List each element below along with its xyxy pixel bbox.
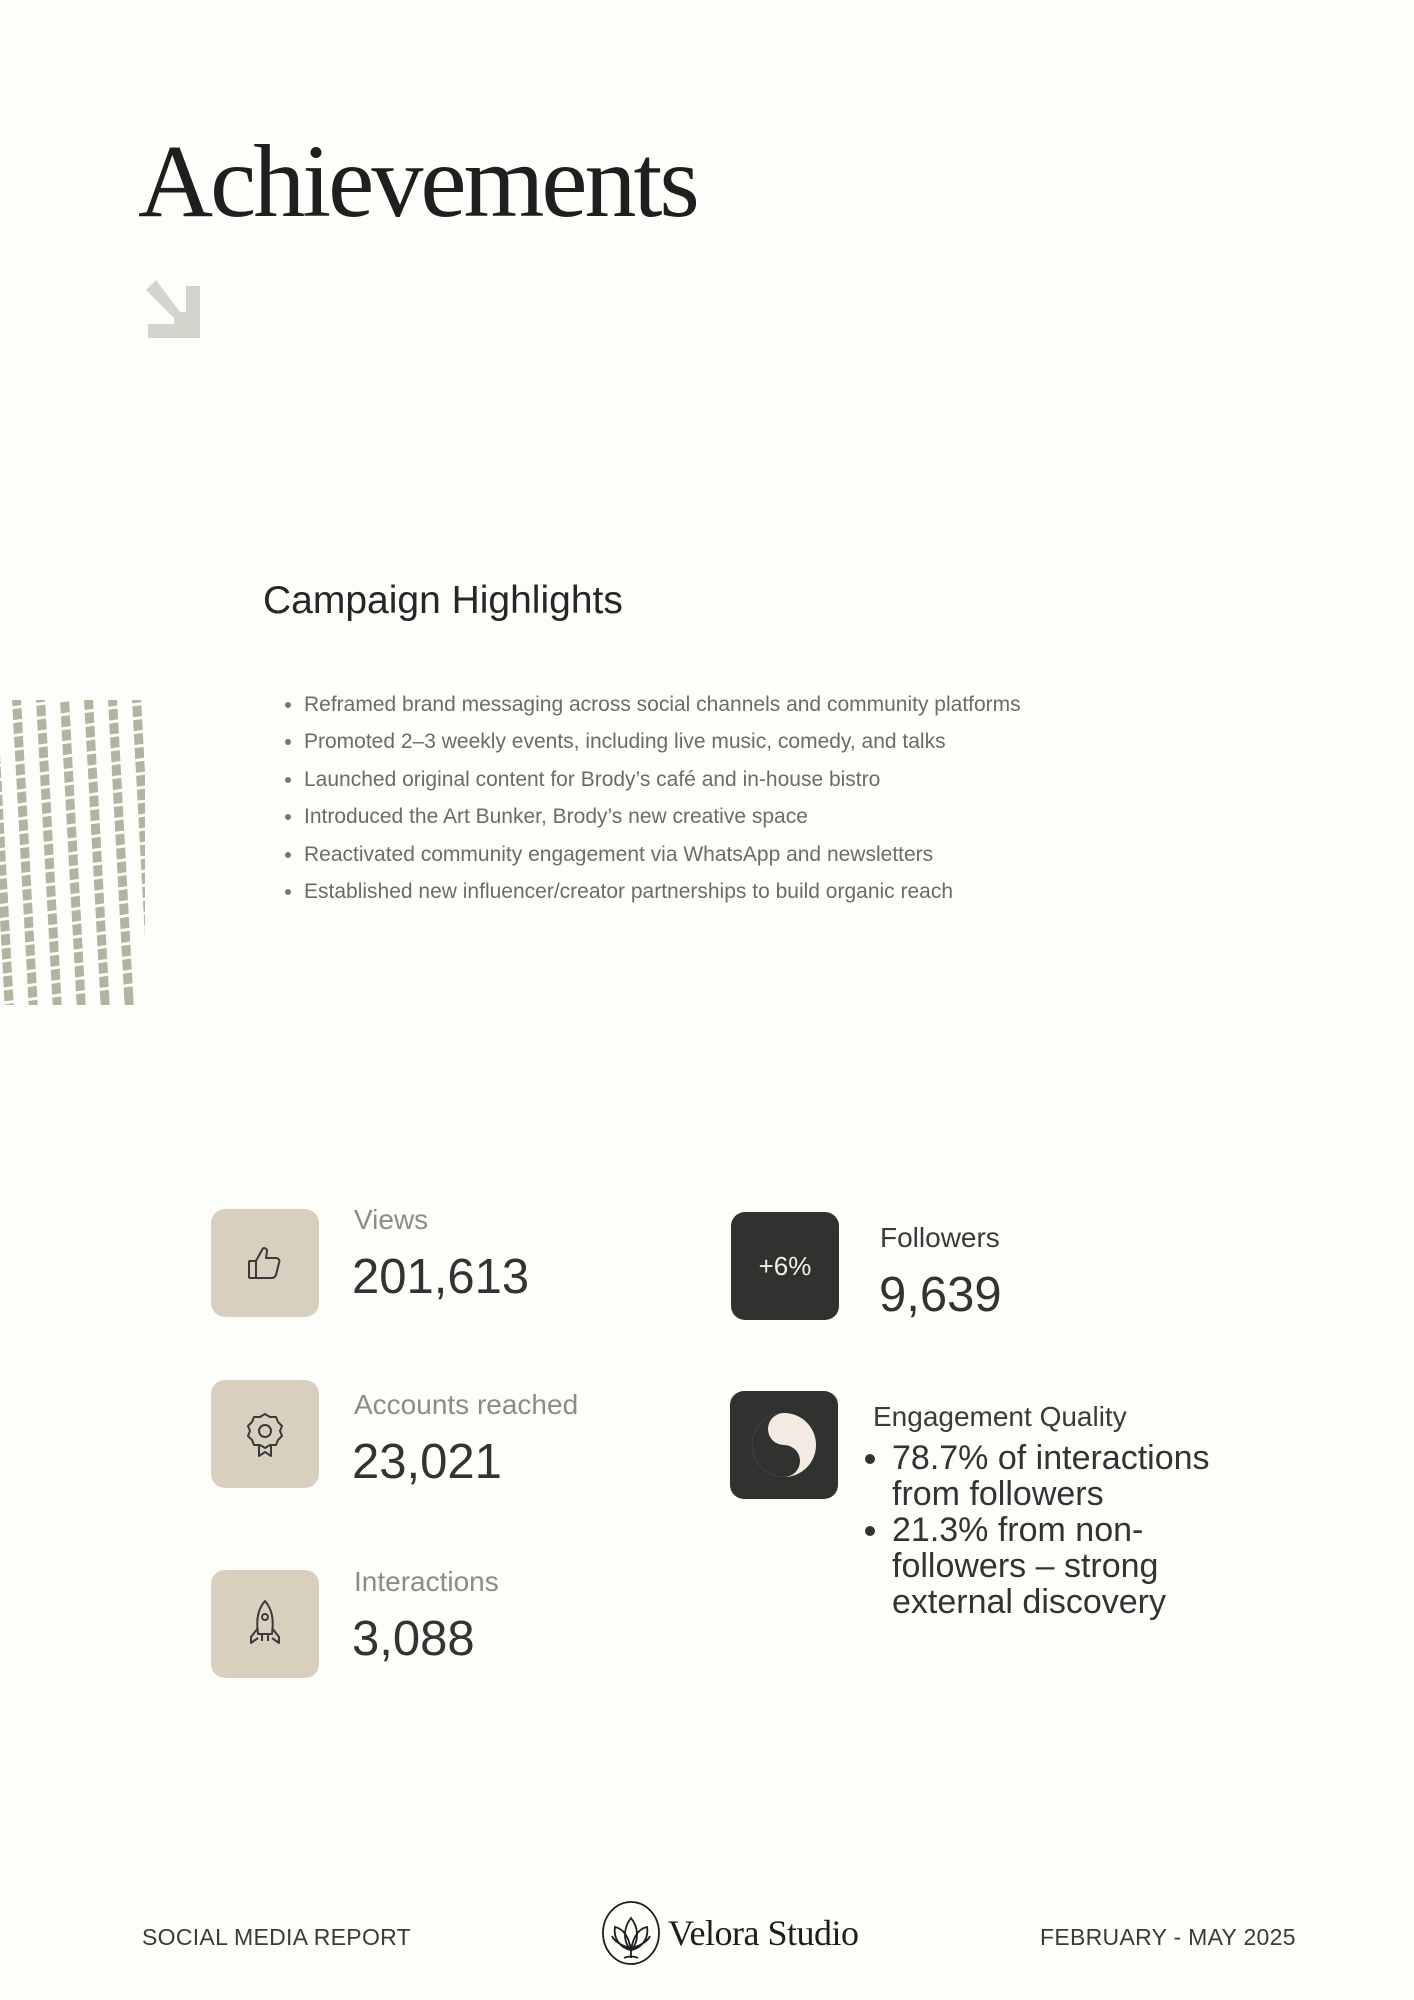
views-label: Views [354,1204,429,1235]
followers-growth-badge: +6% [758,1250,812,1281]
brand-name: Velora Studio [668,1913,859,1953]
list-item: • 78.7% of interactions from followers [892,1440,1252,1512]
followers-badge-tile [731,1212,839,1320]
stripe-line [88,700,106,1020]
followers-value: 9,639 [879,1268,1002,1322]
accounts-reached-label: Accounts reached [354,1389,579,1420]
thumbs-up-icon [243,1241,287,1285]
views-icon-tile [211,1209,319,1317]
stripe-line [64,700,82,1020]
interactions-label: Interactions [354,1566,499,1597]
stripe-line [136,700,150,1020]
brand-logo [600,1900,858,1966]
list-item: • Promoted 2–3 weekly events, including live music, comedy, and talks [304,723,1204,760]
list-item: • Established new influencer/creator partnerships to build organic reach [304,873,1204,910]
list-item: • Introduced the Art Bunker, Brody’s new creative space [304,798,1204,835]
engagement-icon-tile [730,1391,838,1499]
list-item: • Reactivated community engagement via WhatsApp and newsletters [304,836,1204,873]
views-value: 201,613 [352,1250,530,1304]
decorative-stripes [0,700,150,1020]
yin-yang-icon [751,1412,817,1478]
flower-logo-icon [600,1900,662,1966]
stripe-line [16,700,34,1020]
list-item: • 21.3% from non-followers – strong external discovery [892,1512,1252,1620]
stripe-line [112,700,130,1020]
campaign-highlights-heading: Campaign Highlights [263,579,623,622]
award-badge-icon [243,1410,287,1458]
accounts-icon-tile [211,1380,319,1488]
followers-label: Followers [880,1222,1000,1253]
list-item: • Launched original content for Brody’s café and in-house bistro [304,761,1204,798]
highlights-list [278,686,1204,910]
interactions-value: 3,088 [352,1612,475,1666]
footer-date-range: FEBRUARY - MAY 2025 [1040,1924,1296,1950]
list-item: • Reframed brand messaging across social channels and community platforms [304,686,1204,723]
arrow-down-right-icon [140,276,206,342]
footer-report-label: SOCIAL MEDIA REPORT [142,1924,411,1950]
page-title: Achievements [138,124,697,239]
stripe-line [40,700,58,1020]
stripe-line [0,700,10,1020]
interactions-icon-tile [211,1570,319,1678]
rocket-icon [245,1598,285,1650]
engagement-quality-label: Engagement Quality [873,1401,1127,1432]
accounts-reached-value: 23,021 [352,1435,502,1489]
engagement-quality-list [862,1440,1252,1620]
